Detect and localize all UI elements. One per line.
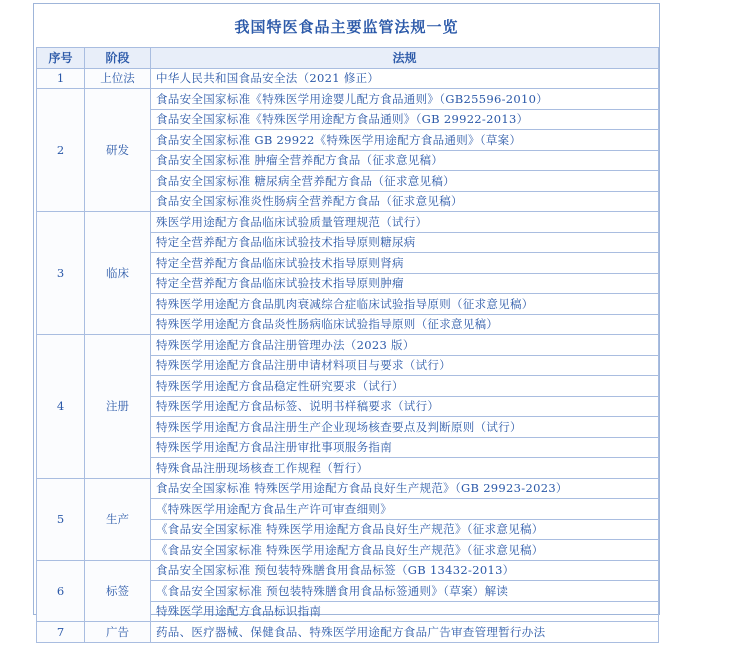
law-cell: 特殊医学用途配方食品注册审批事项服务指南: [151, 437, 659, 458]
law-cell: 食品安全国家标准 GB 29922《特殊医学用途配方食品通则》（草案）: [151, 130, 659, 151]
law-cell: 药品、医疗器械、保健食品、特殊医学用途配方食品广告审查管理暂行办法: [151, 622, 659, 643]
header-no: 序号: [37, 48, 85, 69]
law-cell: 特殊医学用途配方食品注册管理办法（2023 版）: [151, 335, 659, 356]
row-number: 1: [37, 68, 85, 89]
law-cell: 中华人民共和国食品安全法（2021 修正）: [151, 68, 659, 89]
stage-cell: 广告: [85, 622, 151, 643]
law-cell: 食品安全国家标准 特殊医学用途配方食品良好生产规范》（GB 29923-2023）: [151, 478, 659, 499]
law-cell: 特定全营养配方食品临床试验技术指导原则糖尿病: [151, 232, 659, 253]
row-number: 6: [37, 560, 85, 622]
stage-cell: 生产: [85, 478, 151, 560]
header-stage: 阶段: [85, 48, 151, 69]
law-cell: 特殊医学用途配方食品注册生产企业现场核查要点及判断原则（试行）: [151, 417, 659, 438]
law-cell: 特殊医学用途配方食品注册申请材料项目与要求（试行）: [151, 355, 659, 376]
table-row: [37, 478, 659, 499]
law-cell: 食品安全国家标准炎性肠病全营养配方食品（征求意见稿）: [151, 191, 659, 212]
law-cell: 《食品安全国家标准 预包装特殊膳食用食品标签通则》（草案）解读: [151, 581, 659, 602]
row-number: 3: [37, 212, 85, 335]
stage-cell: 上位法: [85, 68, 151, 89]
table-body: [37, 68, 659, 642]
law-cell: 特殊医学用途配方食品稳定性研究要求（试行）: [151, 376, 659, 397]
stage-cell: 注册: [85, 335, 151, 479]
law-cell: 特定全营养配方食品临床试验技术指导原则肿瘤: [151, 273, 659, 294]
law-cell: 特殊医学用途配方食品肌肉衰减综合症临床试验指导原则（征求意见稿）: [151, 294, 659, 315]
law-cell: 特定全营养配方食品临床试验技术指导原则肾病: [151, 253, 659, 274]
row-number: 5: [37, 478, 85, 560]
law-cell: 食品安全国家标准《特殊医学用途配方食品通则》（GB 29922-2013）: [151, 109, 659, 130]
law-cell: 特殊医学用途配方食品炎性肠病临床试验指导原则（征求意见稿）: [151, 314, 659, 335]
stage-cell: 临床: [85, 212, 151, 335]
law-cell: 《食品安全国家标准 特殊医学用途配方食品良好生产规范》（征求意见稿）: [151, 540, 659, 561]
row-number: 7: [37, 622, 85, 643]
law-cell: 《特殊医学用途配方食品生产许可审查细则》: [151, 499, 659, 520]
header-row: [37, 48, 659, 69]
table-row: [37, 212, 659, 233]
stage-cell: 标签: [85, 560, 151, 622]
header-law: 法规: [151, 48, 659, 69]
table-row: [37, 89, 659, 110]
law-cell: 食品安全国家标准《特殊医学用途婴儿配方食品通则》（GB25596-2010）: [151, 89, 659, 110]
law-cell: 殊医学用途配方食品临床试验质量管理规范（试行）: [151, 212, 659, 233]
table-row: [37, 622, 659, 643]
regulations-table: [36, 47, 659, 643]
law-cell: 特殊医学用途配方食品标识指南: [151, 601, 659, 622]
law-cell: 食品安全国家标准 糖尿病全营养配方食品（征求意见稿）: [151, 171, 659, 192]
law-cell: 《食品安全国家标准 特殊医学用途配方食品良好生产规范》（征求意见稿）: [151, 519, 659, 540]
stage-cell: 研发: [85, 89, 151, 212]
table-row: [37, 68, 659, 89]
table-row: [37, 335, 659, 356]
row-number: 2: [37, 89, 85, 212]
law-cell: 食品安全国家标准 预包装特殊膳食用食品标签（GB 13432-2013）: [151, 560, 659, 581]
law-cell: 特殊食品注册现场核查工作规程（暂行）: [151, 458, 659, 479]
table-row: [37, 560, 659, 581]
law-cell: 特殊医学用途配方食品标签、说明书样稿要求（试行）: [151, 396, 659, 417]
law-cell: 食品安全国家标准 肿瘤全营养配方食品（征求意见稿）: [151, 150, 659, 171]
regulations-panel: [33, 3, 660, 639]
row-number: 4: [37, 335, 85, 479]
table-title: 我国特医食品主要监管法规一览: [234, 18, 459, 36]
